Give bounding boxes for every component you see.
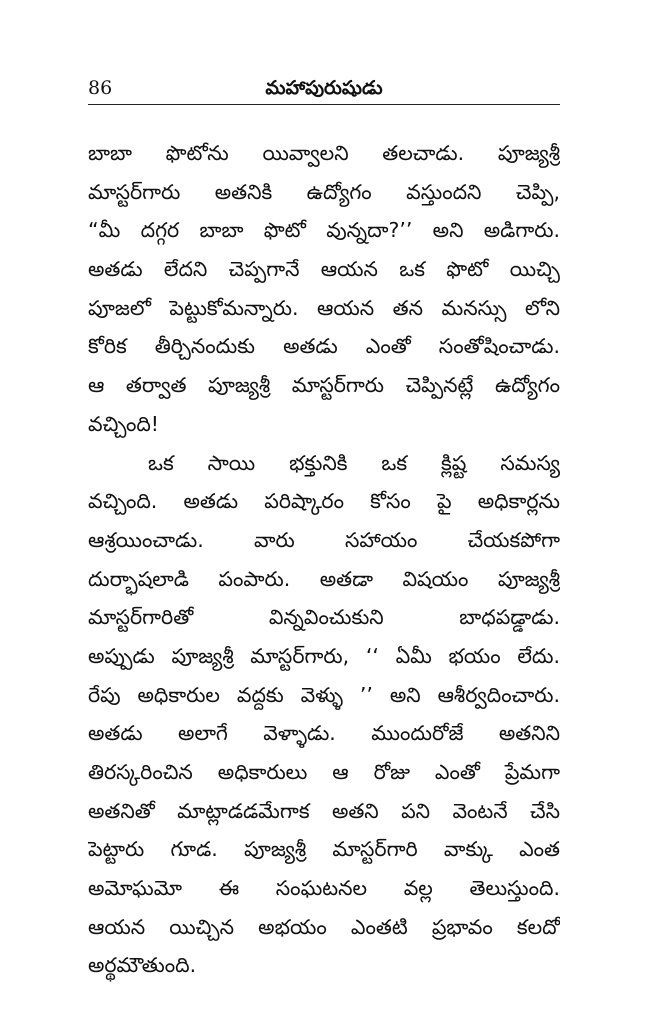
- paragraph-end-line: అర్థమౌతుంది.: [88, 953, 197, 978]
- text-line: దుర్భాషలాడి పంపారు. అతడా విషయం పూజ్యశ్రీ: [88, 566, 560, 591]
- paragraph-end-line: వచ్చింది!: [88, 411, 160, 436]
- text-line: మాస్టర్‌గారు అతనికి ఉద్యోగం వస్తుందని చెప్పి,: [88, 179, 560, 204]
- text-line: రేపు అధికారుల వద్దకు వెళ్ళు ’’ అని ఆశీర్వదించారు.: [88, 682, 560, 707]
- header-rule: [88, 104, 560, 105]
- text-line: అప్పుడు పూజ్యశ్రీ మాస్టర్‌గారు, ‘‘ ఏమీ భయం లేదు.: [88, 643, 560, 668]
- text-line: మాస్టర్‌గారితో విన్నవించుకుని బాధపడ్డాడు.: [88, 605, 560, 630]
- text-line: అమోఘమో ఈ సంఘటనల వల్ల తెలుస్తుంది.: [88, 876, 560, 901]
- page-number: 86: [88, 77, 113, 99]
- text-line: అతడు అలాగే వెళ్ళాడు. ముందురోజే అతనిని: [88, 721, 560, 746]
- text-line: అతడు లేదని చెప్పగానే ఆయన ఒక ఫొటో యిచ్చి: [88, 257, 560, 282]
- text-line: పెట్టారు గూడ. పూజ్యశ్రీ మాస్టర్‌గారి వాక్కు ఎంత: [88, 837, 560, 862]
- text-line: అతనితో మాట్లాడడమేగాక అతని పని వెంటనే చేసి: [88, 798, 560, 823]
- text-line: ఆయన యిచ్చిన అభయం ఎంతటి ప్రభావం కలదో: [88, 914, 560, 939]
- paragraph-start-line: ఒక సాయి భక్తునికి ఒక క్లిష్ట సమస్య: [148, 450, 560, 475]
- text-line: “మీ దగ్గర బాబా ఫొటో వున్నదా?’’ అని అడిగారు.: [88, 218, 560, 243]
- text-line: పూజలో పెట్టుకోమన్నారు. ఆయన తన మనస్సు లోని: [88, 295, 560, 320]
- text-line: ఆశ్రయించాడు. వారు సహాయం చేయకపోగా: [88, 527, 560, 552]
- running-title: మహాపురుషుడు: [265, 77, 383, 99]
- body-text: [88, 134, 560, 985]
- page-header: [88, 76, 560, 104]
- text-line: బాబా ఫొటోను యివ్వాలని తలచాడు. పూజ్యశ్రీ: [88, 141, 560, 165]
- text-line: వచ్చింది. అతడు పరిష్కారం కోసం పై అధికార్లను: [88, 489, 560, 514]
- text-line: ఆ తర్వాత పూజ్యశ్రీ మాస్టర్‌గారు చెప్పినట్లే ఉద్యోగం: [88, 373, 560, 398]
- text-line: తిరస్కరించిన అధికారులు ఆ రోజు ఎంతో ప్రేమగా: [88, 760, 560, 784]
- text-line: కోరిక తీర్చినందుకు అతడు ఎంతో సంతోషించాడు.: [88, 334, 560, 359]
